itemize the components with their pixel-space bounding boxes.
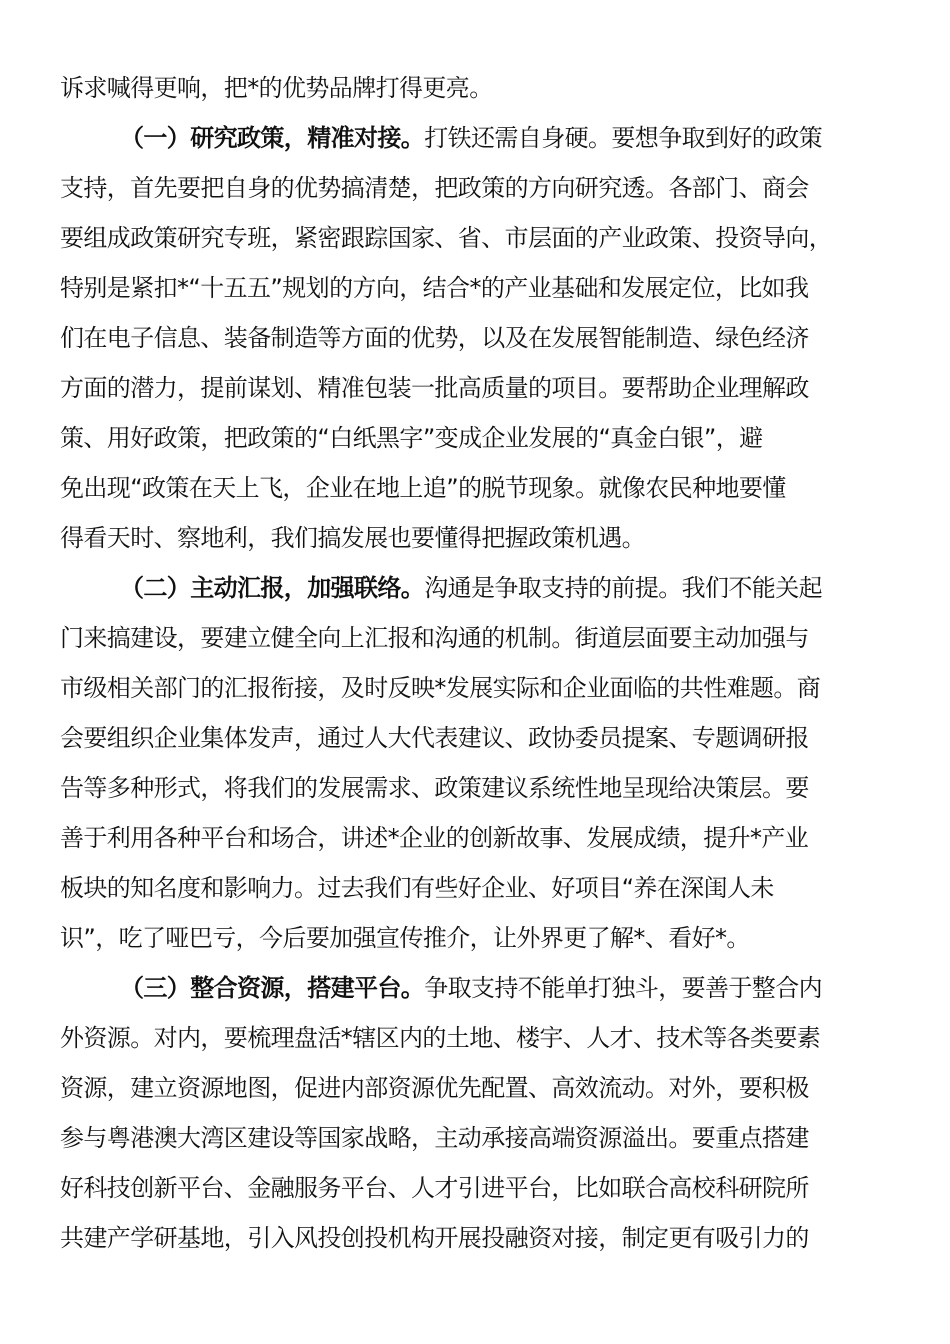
paragraph-line: 策、用好政策，把政策的“白纸黑字”变成企业发展的“真金白银”，避 [60,424,763,452]
paragraph-line: 方面的潜力，提前谋划、精准包装一批高质量的项目。要帮助企业理解政 [60,374,809,402]
paragraph-line: 诉求喊得更响，把*的优势品牌打得更亮。 [60,74,493,102]
paragraph-text: 打铁还需自身硬。要想争取到好的政策 [424,124,823,152]
paragraph-text: 争取支持不能单打独斗，要善于整合内 [424,974,823,1002]
section-heading: （一）研究政策，精准对接。 [120,124,425,152]
paragraph-line: 好科技创新平台、金融服务平台、人才引进平台，比如联合高校科研院所 [60,1174,809,1202]
paragraph-line: 免出现“政策在天上飞，企业在地上追”的脱节现象。就像农民种地要懂 [60,474,786,502]
section-heading-line [120,113,822,163]
paragraph-line: 共建产学研基地，引入风投创投机构开展投融资对接，制定更有吸引力的 [60,1224,809,1252]
paragraph-line: 支持，首先要把自身的优势搞清楚，把政策的方向研究透。各部门、商会 [60,174,809,202]
paragraph-line: 得看天时、察地利，我们搞发展也要懂得把握政策机遇。 [60,524,645,552]
paragraph-line: 要组成政策研究专班，紧密跟踪国家、省、市层面的产业政策、投资导向， [60,224,833,252]
paragraph-line: 们在电子信息、装备制造等方面的优势，以及在发展智能制造、绿色经济 [60,324,809,352]
paragraph-line: 特别是紧扣*“十五五”规划的方向，结合*的产业基础和发展定位，比如我 [60,274,809,302]
section-heading-line [120,963,822,1013]
section-heading-line [120,563,822,613]
paragraph-line: 善于利用各种平台和场合，讲述*企业的创新故事、发展成绩，提升*产业 [60,824,809,852]
paragraph-line: 门来搞建设，要建立健全向上汇报和沟通的机制。街道层面要主动加强与 [60,624,809,652]
paragraph-line: 市级相关部门的汇报衔接，及时反映*发展实际和企业面临的共性难题。商 [60,674,821,702]
paragraph-line: 资源，建立资源地图，促进内部资源优先配置、高效流动。对外，要积极 [60,1074,809,1102]
paragraph-line: 外资源。对内，要梳理盘活*辖区内的土地、楼宇、人才、技术等各类要素 [60,1024,821,1052]
paragraph-line: 告等多种形式，将我们的发展需求、政策建议系统性地呈现给决策层。要 [60,774,809,802]
paragraph-line: 会要组织企业集体发声，通过人大代表建议、政协委员提案、专题调研报 [60,724,809,752]
section-heading: （二）主动汇报，加强联络。 [120,574,425,602]
paragraph-line: 参与粤港澳大湾区建设等国家战略，主动承接高端资源溢出。要重点搭建 [60,1124,809,1152]
paragraph-text: 沟通是争取支持的前提。我们不能关起 [424,574,823,602]
paragraph-line: 识”，吃了哑巴亏，今后要加强宣传推介，让外界更了解*、看好*。 [60,924,750,952]
paragraph-line: 板块的知名度和影响力。过去我们有些好企业、好项目“养在深闺人未 [60,874,774,902]
section-heading: （三）整合资源，搭建平台。 [120,974,425,1002]
